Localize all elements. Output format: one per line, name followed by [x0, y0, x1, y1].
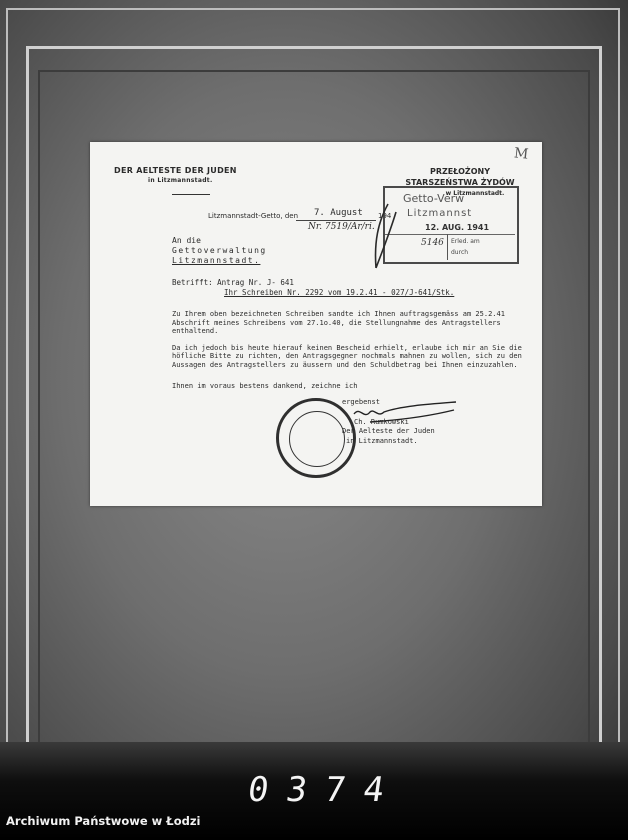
- receipt-stamp: [383, 186, 519, 264]
- letter-body: [172, 310, 532, 378]
- signature-block: [342, 398, 435, 446]
- subject-block: [172, 278, 454, 298]
- letterhead-left: [114, 166, 237, 184]
- stamp-erled-field: Erled. am: [451, 238, 480, 245]
- subject-line2: Ihr Schreiben Nr. 2292 vom 19.2.41 - 027/J-641/Stk.: [224, 288, 455, 297]
- date-year: 194: [378, 212, 392, 220]
- reference-number: Nr. 7519/Ar/ri.: [308, 222, 375, 232]
- seal-inner-ring: [289, 411, 345, 467]
- paragraph: Da ich jedoch bis heute hierauf keinen Bescheid erhielt, erlaube ich mir an Sie die höfliche Bitte zu richten, den Antragsgegner nochmals mahnen zu wollen, sich zu den Aussagen des Antragstellers zu äussern und den Schuldbetrag bei Ihnen einzuzahlen.: [172, 343, 522, 369]
- stamp-divider: [385, 234, 515, 235]
- initial-flourish: [370, 202, 400, 272]
- letterhead-polish-line2: STARSZEŃSTWA ŻYDÓW: [405, 178, 515, 187]
- recipient-address: [172, 236, 267, 266]
- sign-off: ergebenst: [342, 398, 380, 406]
- archive-credit: Archiwum Państwowe w Łodzi: [6, 814, 201, 828]
- subject-line1: Betrifft: Antrag Nr. J- 641: [172, 278, 294, 287]
- date-value: 7. August: [314, 208, 363, 218]
- letterhead-polish-city: w Litzmannstadt.: [445, 190, 505, 197]
- closing-line: Ihnen im voraus bestens dankend, zeichne ich: [172, 382, 358, 390]
- stamp-line2: Litzmannst: [407, 208, 473, 219]
- stamp-date: 12. AUG. 1941: [425, 223, 490, 232]
- stamp-handwritten-number: 5146: [421, 238, 444, 248]
- stamp-column-divider: [447, 234, 448, 260]
- letterhead-org: DER AELTESTE DER JUDEN: [114, 166, 237, 175]
- recipient-line1: An die: [172, 236, 201, 245]
- recipient-line3: Litzmannstadt.: [172, 256, 261, 265]
- recipient-line2: Gettoverwaltung: [172, 246, 267, 255]
- signatory-title: Der Aelteste der Juden: [342, 427, 435, 435]
- letterhead-rule: [172, 194, 210, 195]
- dateline-label: Litzmannstadt-Getto, den: [208, 212, 299, 220]
- paragraph: Zu Ihrem oben bezeichneten Schreiben sandte ich Ihnen auftragsgemäss am 25.2.41 Abschrift meines Schreibens vom 27.1o.40, die Stellungnahme des Antragstellers enthaltend.: [172, 310, 505, 336]
- folio-number: 0374: [245, 770, 405, 810]
- margin-note: M: [513, 145, 530, 163]
- date-underline: [296, 220, 376, 221]
- stamp-line1: Getto-Verw: [403, 192, 465, 205]
- signatory-city: in Litzmannstadt.: [346, 436, 418, 445]
- signatory-name: Ch. Rumkowski: [354, 417, 409, 426]
- letter-sheet: [90, 142, 542, 506]
- letterhead-city: in Litzmannstadt.: [148, 177, 213, 184]
- letterhead-polish-line1: PRZEŁOŻONY: [429, 167, 491, 176]
- stamp-durch-field: durch: [451, 249, 469, 256]
